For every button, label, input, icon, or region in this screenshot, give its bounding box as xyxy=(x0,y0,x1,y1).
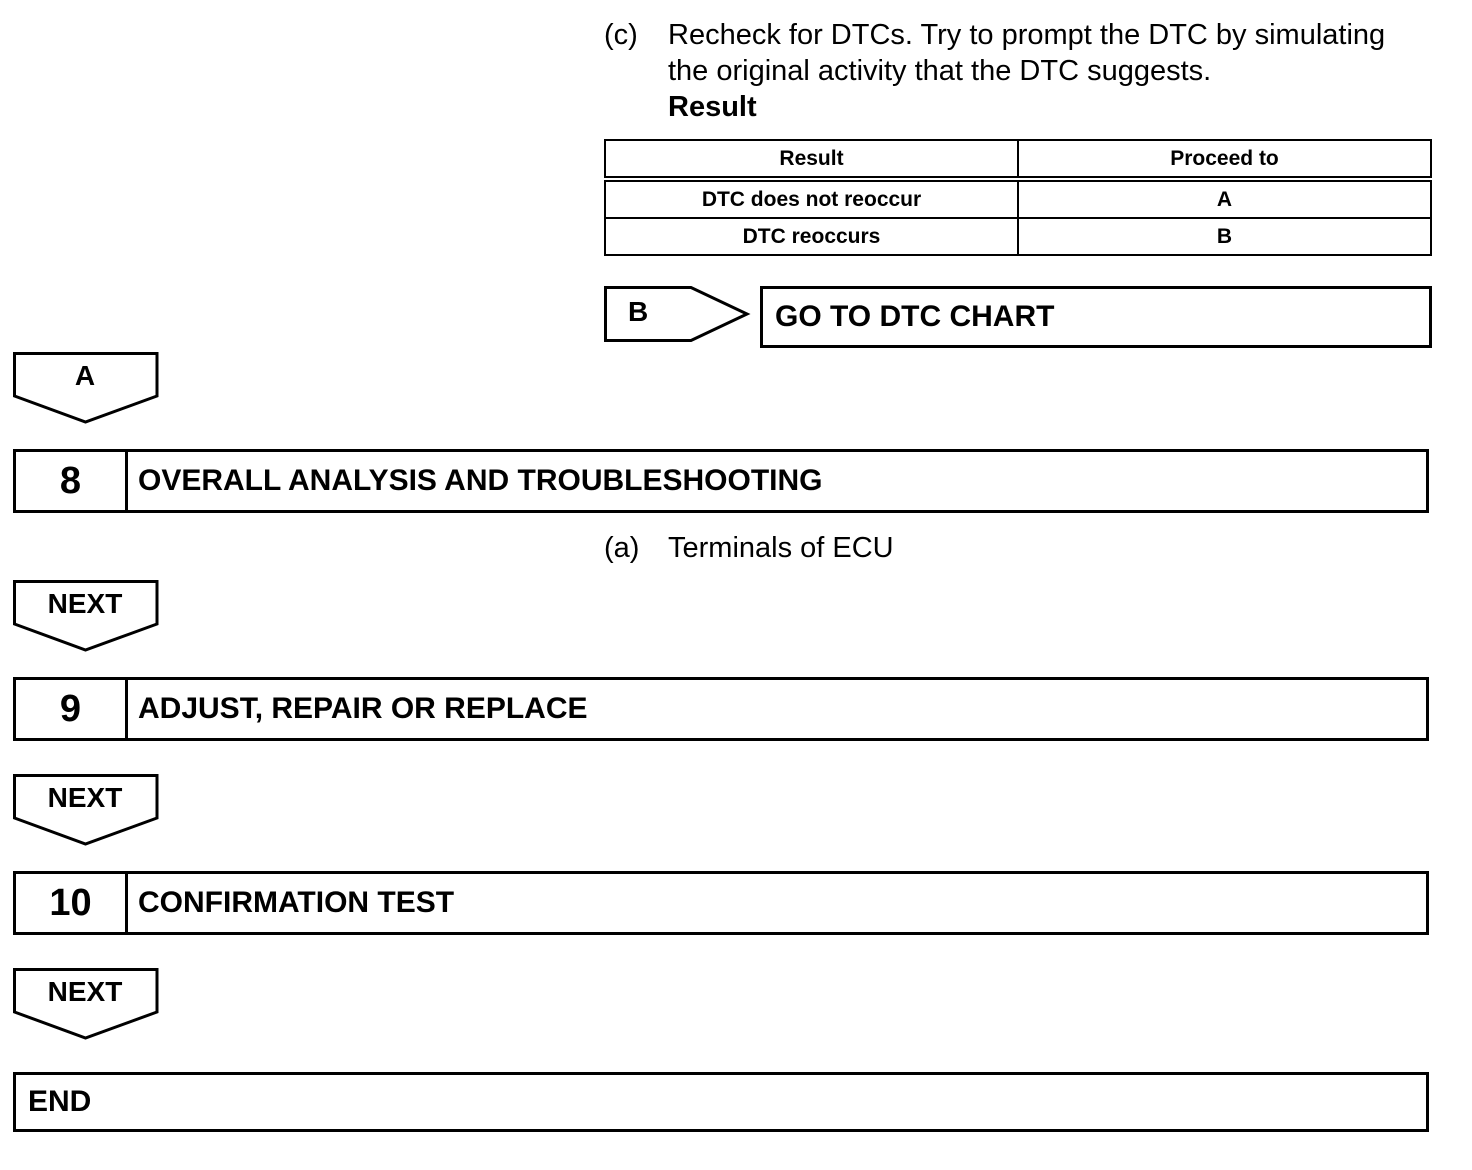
step-8-box xyxy=(13,449,1429,513)
step-8-title: OVERALL ANALYSIS AND TROUBLESHOOTING xyxy=(138,464,823,497)
right-arrow-icon xyxy=(604,286,754,344)
flow-arrow-next-label: NEXT xyxy=(47,588,123,619)
flow-arrow-next xyxy=(13,774,159,846)
table-row xyxy=(605,218,1431,255)
column-header-proceed-to: Proceed to xyxy=(1018,140,1431,179)
branch-b-label: B xyxy=(628,296,649,327)
result-table xyxy=(604,139,1432,256)
column-header-result: Result xyxy=(605,140,1018,179)
step-10-box xyxy=(13,871,1429,935)
step-9-title: ADJUST, REPAIR OR REPLACE xyxy=(138,692,588,725)
step-8-sub-label: (a) xyxy=(604,532,640,564)
table-cell-proceed: B xyxy=(1018,218,1431,255)
table-row xyxy=(605,179,1431,218)
step-9-box xyxy=(13,677,1429,741)
step-8-sub-text: Terminals of ECU xyxy=(668,532,894,564)
branch-b-arrow xyxy=(604,286,754,344)
result-heading: Result xyxy=(668,91,757,123)
step-10-title: CONFIRMATION TEST xyxy=(138,886,455,919)
go-to-dtc-chart-box xyxy=(760,286,1432,348)
table-cell-proceed: A xyxy=(1018,179,1431,218)
step-c-line-2: the original activity that the DTC suggests. xyxy=(668,55,1212,87)
end-label: END xyxy=(28,1085,92,1118)
flow-arrow-next xyxy=(13,968,159,1040)
table-cell-result: DTC does not reoccur xyxy=(605,179,1018,218)
step-c-line-1: Recheck for DTCs. Try to prompt the DTC by simulating xyxy=(668,19,1386,51)
flow-arrow-next-label: NEXT xyxy=(47,782,123,813)
step-8-number: 8 xyxy=(16,452,128,510)
flow-arrow-next xyxy=(13,580,159,652)
flow-arrow-next-label: NEXT xyxy=(47,976,123,1007)
table-header-row xyxy=(605,140,1431,179)
flow-arrow-a xyxy=(13,352,159,424)
table-cell-result: DTC reoccurs xyxy=(605,218,1018,255)
go-to-dtc-chart-label: GO TO DTC CHART xyxy=(775,300,1055,333)
step-10-number: 10 xyxy=(16,874,128,932)
flow-arrow-a-label: A xyxy=(74,360,96,391)
step-9-number: 9 xyxy=(16,680,128,738)
end-box xyxy=(13,1072,1429,1132)
step-c-label: (c) xyxy=(604,19,638,51)
